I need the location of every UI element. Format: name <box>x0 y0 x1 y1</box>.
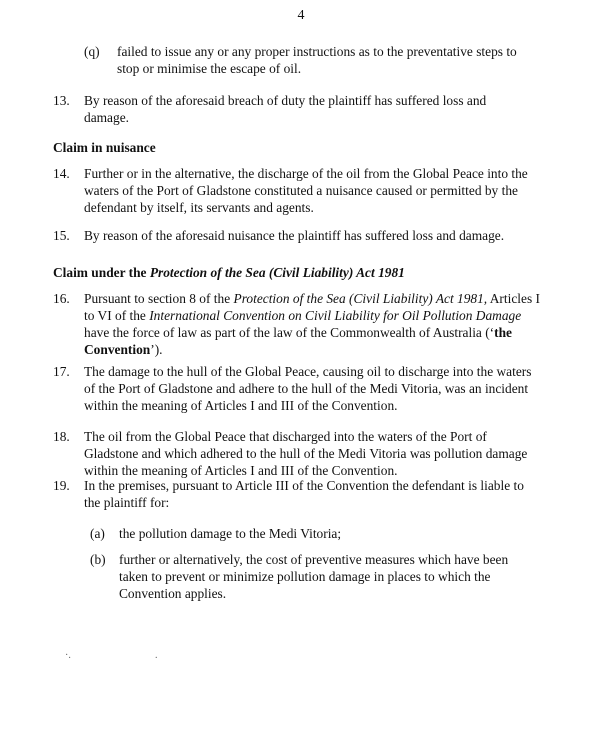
paragraph-text-part: Pursuant to section 8 of the <box>84 291 234 306</box>
paragraph-text-part: Articles I to VI of the <box>84 291 540 323</box>
scan-speck: . <box>155 650 158 661</box>
defined-term: the Convention <box>84 325 512 357</box>
paragraph-number: 18. <box>53 429 70 444</box>
paragraph-text: In the premises, pursuant to Article III of the Convention the defendant is liable to the plaintiff for: <box>84 478 524 510</box>
paragraph-text <box>84 290 540 358</box>
subparagraph-label: (q) <box>84 44 100 59</box>
paragraph-text: The oil from the Global Peace that discharged into the waters of the Port of Gladstone and which adhered to the hull of the Medi Vitoria was pollution damage within the meaning of Articles I and III of the Convention. <box>84 429 528 478</box>
paragraph-number: 16. <box>53 291 70 306</box>
paragraph-number: 15. <box>53 228 70 243</box>
paragraph-text: The damage to the hull of the Global Peace, causing oil to discharge into the waters of the Port of Gladstone and adhere to the hull of the Medi Vitoria, was an incident within the meaning of Articles I and III of the Convention. <box>84 364 532 413</box>
heading-claim-under-act <box>53 265 405 281</box>
heading-act-title: Protection of the Sea (Civil Liability) Act 1981 <box>149 265 405 280</box>
paragraph-text: By reason of the aforesaid nuisance the plaintiff has suffered loss and damage. <box>84 228 505 243</box>
paragraph-text-part: have the force of law as part of the law of the Commonwealth of Australia (‘ <box>84 325 495 340</box>
paragraph-16 <box>53 290 543 360</box>
paragraph-text: Further or in the alternative, the discharge of the oil from the Global Peace into the waters of the Port of Gladstone constituted a nuisance caused or permitted by the defendant by itself, its servants and agents. <box>84 166 528 215</box>
paragraph-17 <box>53 363 543 418</box>
paragraph-number: 17. <box>53 364 70 379</box>
paragraph-19 <box>53 477 543 517</box>
convention-title: International Convention on Civil Liability for Oil Pollution Damage <box>149 308 522 323</box>
paragraph-number: 14. <box>53 166 70 181</box>
paragraph-18 <box>53 428 543 483</box>
paragraph-13 <box>53 92 533 132</box>
paragraph-number: 13. <box>53 93 70 108</box>
page-number: 4 <box>297 8 305 23</box>
subparagraph-a <box>90 525 530 545</box>
paragraph-14 <box>53 165 543 220</box>
heading-claim-in-nuisance: Claim in nuisance <box>53 140 156 155</box>
paragraph-15 <box>53 227 543 247</box>
subparagraph-text: the pollution damage to the Medi Vitoria; <box>119 526 342 541</box>
subparagraph-label: (a) <box>90 526 105 541</box>
paragraph-number: 19. <box>53 478 70 493</box>
subparagraph-text: failed to issue any or any proper instructions as to the preventative steps to stop or minimise the escape of oil. <box>117 44 517 76</box>
subparagraph-b <box>90 551 530 606</box>
scan-speck: ·. <box>65 650 71 661</box>
paragraph-text: By reason of the aforesaid breach of duty the plaintiff has suffered loss and damage. <box>84 93 487 125</box>
subparagraph-label: (b) <box>90 552 106 567</box>
heading-prefix: Claim under the <box>53 265 150 280</box>
act-title: Protection of the Sea (Civil Liability) Act 1981, <box>233 291 488 306</box>
subparagraph-q <box>84 43 524 83</box>
subparagraph-text: further or alternatively, the cost of preventive measures which have been taken to prevent or minimize pollution damage in places to which the Convention applies. <box>119 552 509 601</box>
paragraph-text-part: ’). <box>150 342 163 357</box>
